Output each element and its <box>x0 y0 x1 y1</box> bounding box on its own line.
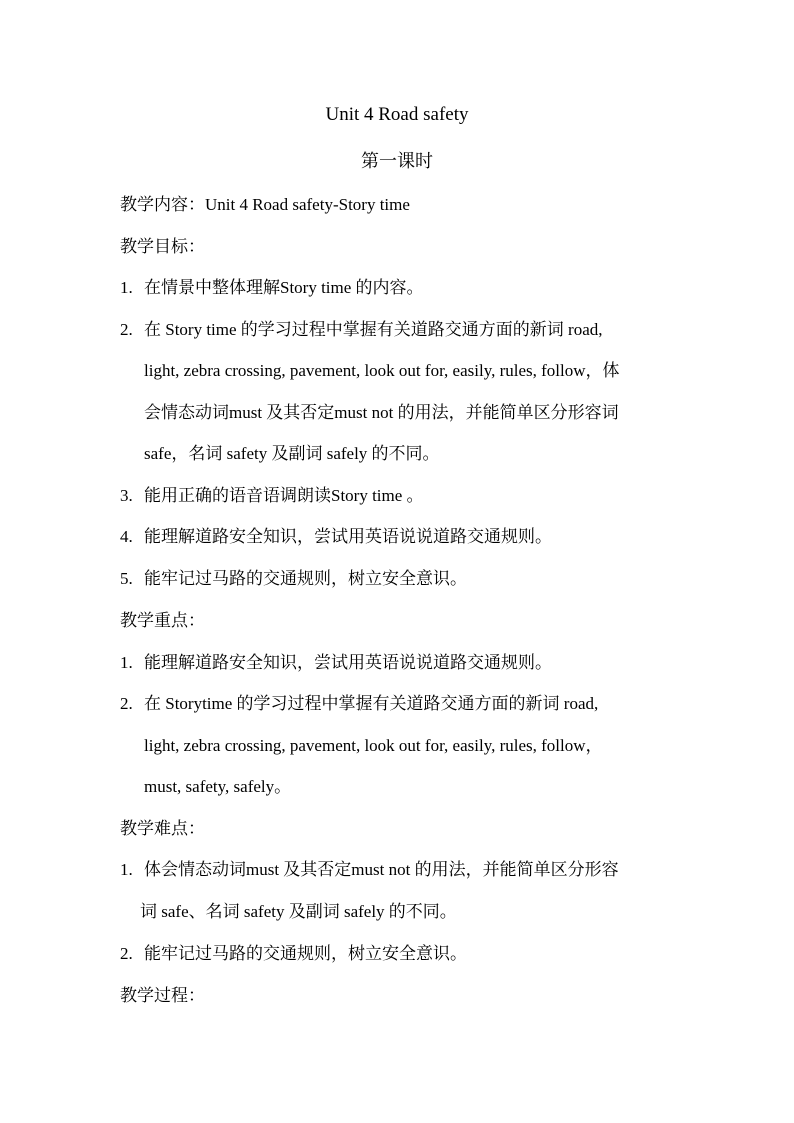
item-number: 2. <box>120 320 133 339</box>
item-text: 能理解道路安全知识，尝试用英语说说道路交通规则。 <box>144 653 552 672</box>
item-number: 2. <box>120 944 133 963</box>
item-number: 1. <box>120 860 133 879</box>
item-text-continued: must, safety, safely。 <box>144 777 292 796</box>
item-number: 5. <box>120 569 133 588</box>
item-number: 1. <box>120 278 133 297</box>
objective-item <box>120 522 680 547</box>
key-point-item <box>120 648 680 673</box>
objectives-heading: 教学目标： <box>120 237 205 256</box>
item-text: 能用正确的语音语调朗读Story time 。 <box>144 486 424 505</box>
process-heading: 教学过程： <box>120 986 205 1005</box>
lesson-period: 第一课时 <box>361 151 433 171</box>
objective-item <box>120 273 680 298</box>
item-text: 能牢记过马路的交通规则，树立安全意识。 <box>144 569 467 588</box>
objective-item <box>120 564 680 589</box>
content-text: Unit 4 Road safety-Story time <box>205 195 410 214</box>
item-text: 在 Story time 的学习过程中掌握有关道路交通方面的新词 road, <box>144 320 603 339</box>
item-text: 能理解道路安全知识，尝试用英语说说道路交通规则。 <box>144 527 552 546</box>
item-text-continued: 词 safe、名词 safety 及副词 safely 的不同。 <box>140 902 457 921</box>
item-text-continued: light, zebra crossing, pavement, look out for, easily, rules, follow，体 <box>144 361 620 380</box>
item-number: 3. <box>120 486 133 505</box>
difficulty-item <box>120 939 680 964</box>
item-text-continued: light, zebra crossing, pavement, look out for, easily, rules, follow， <box>144 736 603 755</box>
item-number: 2. <box>120 694 133 713</box>
item-text-continued: 会情态动词must 及其否定must not 的用法，并能简单区分形容词 <box>144 403 619 422</box>
item-text: 体会情态动词must 及其否定must not 的用法，并能简单区分形容 <box>144 860 619 879</box>
item-number: 4. <box>120 527 133 546</box>
objective-item <box>120 315 680 340</box>
content-label: 教学内容： <box>120 195 205 214</box>
content-line <box>120 190 680 215</box>
key-points-heading: 教学重点： <box>120 611 205 630</box>
item-text: 在 Storytime 的学习过程中掌握有关道路交通方面的新词 road, <box>144 694 599 713</box>
item-text-continued: safe，名词 safety 及副词 safely 的不同。 <box>144 444 440 463</box>
item-text: 在情景中整体理解Story time 的内容。 <box>144 278 424 297</box>
item-number: 1. <box>120 653 133 672</box>
difficulties-heading: 教学难点： <box>120 819 205 838</box>
objective-item <box>120 481 680 506</box>
document-title: Unit 4 Road safety <box>325 104 469 125</box>
key-point-item <box>120 689 680 714</box>
difficulty-item <box>120 855 680 880</box>
item-text: 能牢记过马路的交通规则，树立安全意识。 <box>144 944 467 963</box>
